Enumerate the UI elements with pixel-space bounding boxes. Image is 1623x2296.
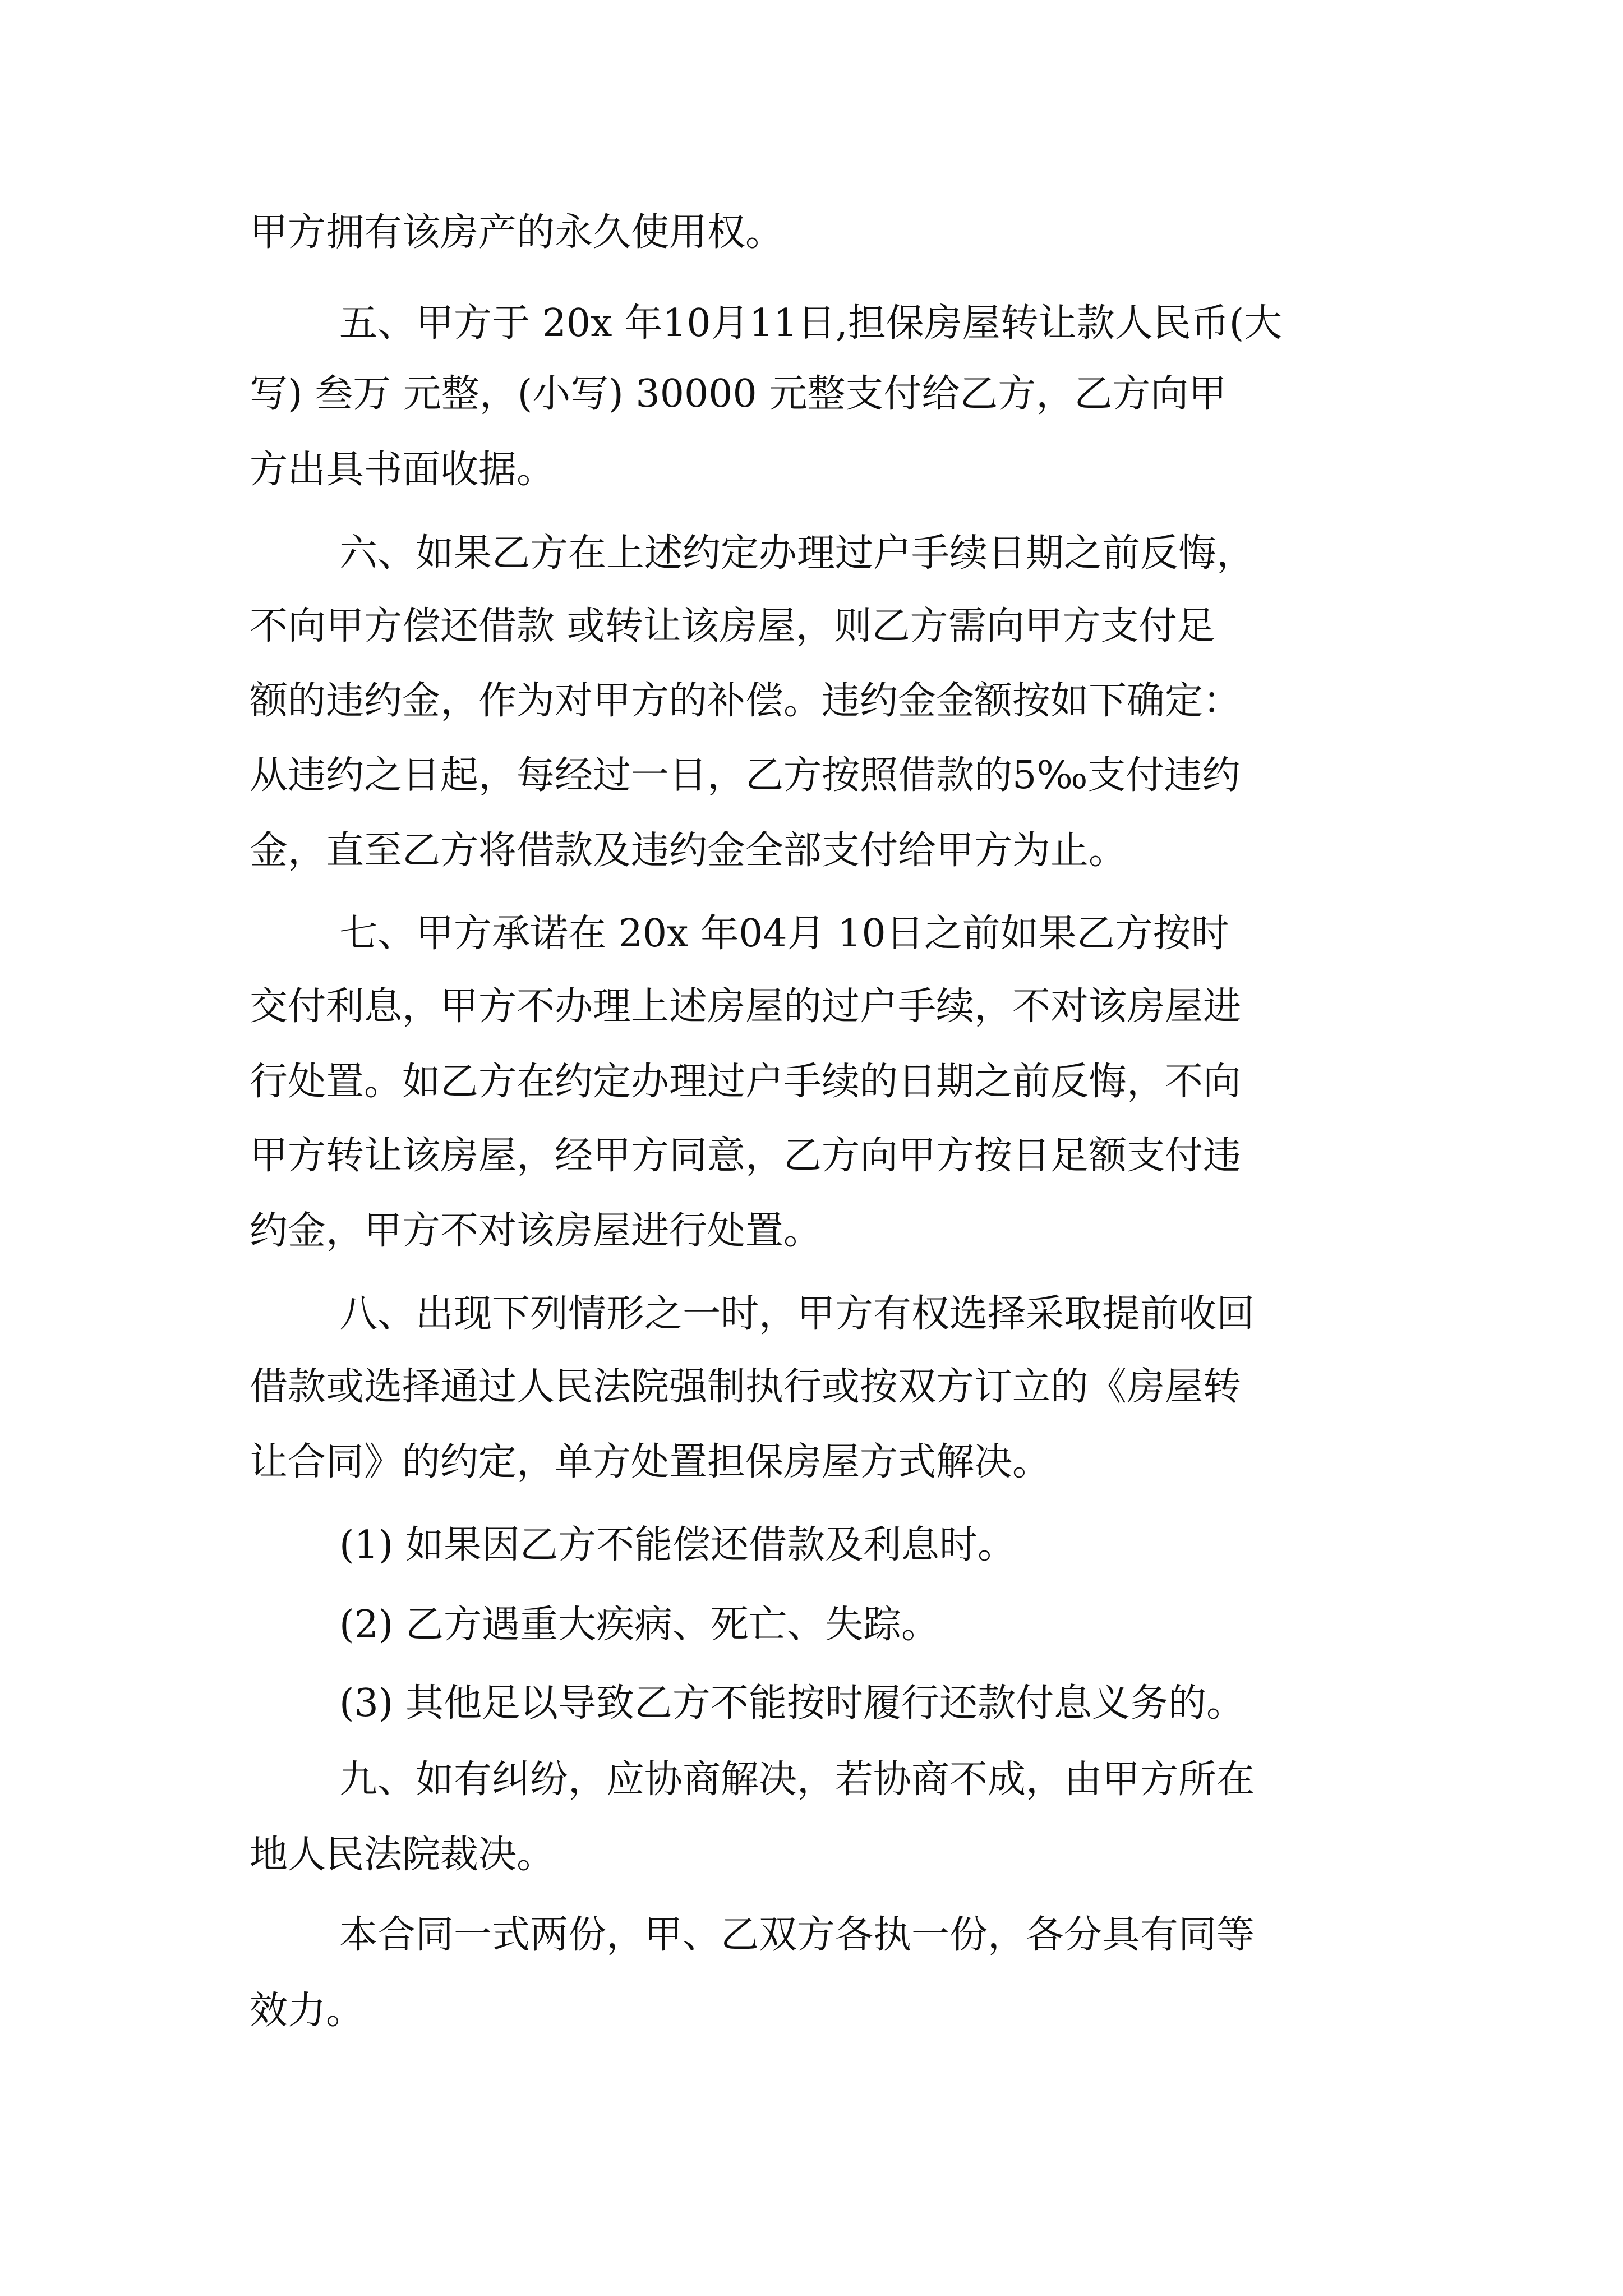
text-line: 写) 叁万 元整，(小写) 30000 元整支付给乙方，乙方向甲 — [250, 372, 1227, 416]
text-line: 六、如果乙方在上述约定办理过户手续日期之前反悔， — [339, 531, 1255, 576]
text-line: 额的违约金，作为对甲方的补偿。违约金金额按如下确定： — [250, 679, 1242, 723]
text-line: (2) 乙方遇重大疾病、死亡、失踪。 — [339, 1603, 939, 1647]
text-line: (1) 如果因乙方不能偿还借款及利息时。 — [339, 1523, 1016, 1567]
text-line: 效力。 — [250, 1989, 365, 2033]
text-line: 甲方拥有该房产的永久使用权。 — [250, 210, 784, 255]
text-line: 五、甲方于 20x 年10月11日,担保房屋转让款人民币(大 — [339, 301, 1283, 346]
text-line: 不向甲方偿还借款 或转让该房屋，则乙方需向甲方支付足 — [250, 604, 1215, 648]
text-line: 方出具书面收据。 — [250, 448, 555, 492]
text-line: 金，直至乙方将借款及违约金全部支付给甲方为止。 — [250, 829, 1127, 873]
text-line: 行处置。如乙方在约定办理过户手续的日期之前反悔，不向 — [250, 1060, 1242, 1104]
text-line: 八、出现下列情形之一时，甲方有权选择采取提前收回 — [339, 1292, 1255, 1336]
text-line: 本合同一式两份，甲、乙双方各执一份，各分具有同等 — [339, 1913, 1255, 1957]
text-line: 从违约之日起，每经过一日，乙方按照借款的5‰支付违约 — [250, 753, 1241, 798]
text-line: 地人民法院裁决。 — [250, 1833, 555, 1877]
text-line: 交付利息，甲方不办理上述房屋的过户手续，不对该房屋进 — [250, 984, 1242, 1029]
text-line: 让合同》的约定，单方处置担保房屋方式解决。 — [250, 1440, 1051, 1484]
text-line: 九、如有纠纷，应协商解决，若协商不成，由甲方所在 — [339, 1757, 1255, 1802]
text-line: (3) 其他足以导致乙方不能按时履行还款付息义务的。 — [339, 1681, 1244, 1726]
text-line: 约金，甲方不对该房屋进行处置。 — [250, 1209, 822, 1253]
text-line: 借款或选择通过人民法院强制执行或按双方订立的《房屋转 — [250, 1365, 1242, 1409]
text-line: 甲方转让该房屋，经甲方同意，乙方向甲方按日足额支付违 — [250, 1134, 1242, 1178]
text-line: 七、甲方承诺在 20x 年04月 10日之前如果乙方按时 — [339, 912, 1229, 956]
